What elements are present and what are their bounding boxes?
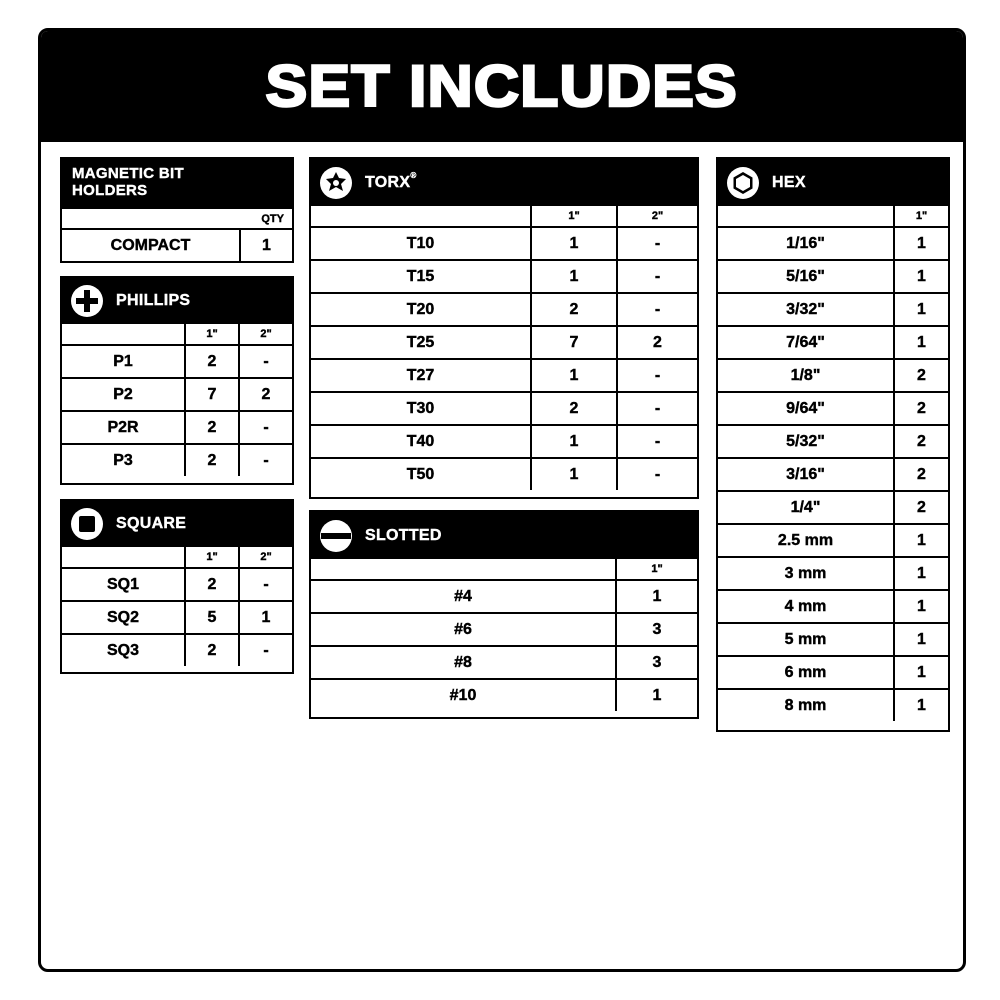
table-row [311,359,697,392]
table-cell-name: #8 [311,646,616,679]
table-row [311,679,697,711]
table-row [311,580,697,613]
hex-col-blank [718,206,894,227]
table-cell-name: 5/16" [718,260,894,293]
table-row [62,601,292,634]
table-cell-2in: - [239,411,292,444]
square-section-header [62,501,292,547]
table-row [718,623,948,656]
table-cell-1in: 1 [531,458,617,490]
table-cell-name: SQ1 [62,568,185,601]
slotted-col-1in: 1" [616,559,697,580]
magnetic-section-header [62,159,292,209]
table-row [718,359,948,392]
table-cell-1in: 3 [616,613,697,646]
hex-section-header [718,159,948,206]
table-cell-name: P3 [62,444,185,476]
torx-section-header [311,159,697,206]
table-cell-2in: 1 [239,601,292,634]
magnetic-col-blank [62,209,240,229]
page-title: SET INCLUDES [265,54,739,119]
table-cell-1in: 1 [531,359,617,392]
table-row [311,260,697,293]
torx-table [311,206,697,490]
table-cell-1in: 1 [616,679,697,711]
table-cell-1in: 2 [185,345,239,378]
magnetic-title-line2: HOLDERS [72,182,148,199]
table-cell-1in: 2 [185,444,239,476]
table-cell-1in: 3 [616,646,697,679]
table-cell-name: #6 [311,613,616,646]
square-drive-icon [70,507,104,541]
table-cell-2in: - [617,260,697,293]
table-cell-name: T27 [311,359,531,392]
table-cell-name: 3 mm [718,557,894,590]
table-row [718,491,948,524]
table-cell-name: 6 mm [718,656,894,689]
table-cell-1in: 1 [531,425,617,458]
table-cell-name: #4 [311,580,616,613]
table-cell-1in: 2 [185,634,239,666]
table-row [718,293,948,326]
table-cell-name: P2R [62,411,185,444]
table-cell-name: 1/8" [718,359,894,392]
title-banner [41,31,963,142]
table-cell-name: 2.5 mm [718,524,894,557]
table-cell-1in: 1 [894,656,948,689]
table-cell-2in: - [239,444,292,476]
table-cell-1in: 1 [894,689,948,721]
table-cell-name: T40 [311,425,531,458]
square-col-2in: 2" [239,547,292,568]
table-cell-name: 8 mm [718,689,894,721]
hex-table [718,206,948,721]
table-row [718,260,948,293]
magnetic-bit-holders-section [60,157,294,263]
magnetic-title-line1: MAGNETIC BIT [72,165,184,182]
table-cell-name: 5 mm [718,623,894,656]
torx-col-1in: 1" [531,206,617,227]
hex-section [716,157,950,732]
torx-icon [319,166,353,200]
table-row [62,568,292,601]
square-table [62,547,292,666]
table-cell-name: 1/16" [718,227,894,260]
slotted-title: SLOTTED [365,526,442,544]
table-row [718,656,948,689]
phillips-col-blank [62,324,185,345]
phillips-col-1in: 1" [185,324,239,345]
table-cell-name: T50 [311,458,531,490]
table-cell-2in: 2 [239,378,292,411]
slotted-section [309,510,699,719]
table-row [718,557,948,590]
table-cell-name: T30 [311,392,531,425]
table-cell-name: T20 [311,293,531,326]
table-cell-name: P1 [62,345,185,378]
phillips-section-header [62,278,292,324]
table-cell-name: 4 mm [718,590,894,623]
table-cell-name: 7/64" [718,326,894,359]
table-row [62,411,292,444]
table-cell-name: SQ3 [62,634,185,666]
table-row [311,613,697,646]
registered-mark: ® [410,170,417,180]
square-col-blank [62,547,185,568]
phillips-section [60,276,294,485]
table-row [718,458,948,491]
table-cell-2in: - [617,293,697,326]
table-cell-1in: 7 [185,378,239,411]
table-cell-1in: 1 [894,260,948,293]
slotted-icon [319,519,353,553]
table-row [718,425,948,458]
table-cell-1in: 2 [185,411,239,444]
table-cell-2in: - [239,345,292,378]
slotted-table [311,559,697,711]
table-row [311,392,697,425]
table-row [718,392,948,425]
table-cell-1in: 1 [616,580,697,613]
table-cell-name: T25 [311,326,531,359]
slotted-section-header [311,512,697,559]
table-cell-name: #10 [311,679,616,711]
table-cell-1in: 2 [531,392,617,425]
table-row [62,634,292,666]
table-cell-2in: - [617,392,697,425]
table-cell-1in: 2 [894,359,948,392]
table-cell-1in: 1 [894,227,948,260]
table-cell-2in: - [617,458,697,490]
torx-section [309,157,699,499]
table-row [311,293,697,326]
table-cell-name: 3/32" [718,293,894,326]
table-cell-2in: - [239,568,292,601]
table-cell-name: T10 [311,227,531,260]
magnetic-table [62,209,292,261]
table-cell-1in: 1 [531,260,617,293]
table-cell-1in: 2 [185,568,239,601]
hex-title: HEX [772,173,806,191]
table-cell-2in: - [617,227,697,260]
torx-title: TORX® [365,170,417,191]
table-cell-name: 5/32" [718,425,894,458]
table-row [718,524,948,557]
torx-col-2in: 2" [617,206,697,227]
table-cell-name: SQ2 [62,601,185,634]
table-cell-1in: 1 [894,557,948,590]
table-cell-1in: 1 [894,326,948,359]
table-cell-1in: 5 [185,601,239,634]
table-cell-1in: 2 [531,293,617,326]
torx-col-blank [311,206,531,227]
table-row [311,646,697,679]
phillips-table [62,324,292,476]
table-row [62,444,292,476]
table-cell-1in: 7 [531,326,617,359]
phillips-icon [70,284,104,318]
square-section [60,499,294,674]
square-title: SQUARE [116,515,187,532]
hex-icon [726,166,760,200]
table-cell-name: COMPACT [62,229,240,261]
table-cell-qty: 1 [240,229,292,261]
phillips-col-2in: 2" [239,324,292,345]
table-row [718,689,948,721]
table-cell-2in: - [617,425,697,458]
table-row [718,590,948,623]
table-cell-2in: - [239,634,292,666]
table-row [311,326,697,359]
table-row [62,345,292,378]
table-cell-1in: 1 [894,524,948,557]
table-cell-1in: 1 [894,293,948,326]
table-cell-name: 3/16" [718,458,894,491]
table-cell-1in: 2 [894,491,948,524]
table-cell-name: 9/64" [718,392,894,425]
hex-col-1in: 1" [894,206,948,227]
table-row [311,425,697,458]
slotted-col-blank [311,559,616,580]
table-cell-name: T15 [311,260,531,293]
table-cell-1in: 1 [894,623,948,656]
table-cell-1in: 2 [894,458,948,491]
magnetic-qty-header: QTY [240,209,292,229]
table-cell-1in: 2 [894,425,948,458]
table-row [311,227,697,260]
table-row [311,458,697,490]
square-col-1in: 1" [185,547,239,568]
table-cell-2in: 2 [617,326,697,359]
table-cell-name: 1/4" [718,491,894,524]
table-row [62,378,292,411]
phillips-title: PHILLIPS [116,292,191,309]
table-cell-1in: 1 [894,590,948,623]
table-cell-1in: 1 [531,227,617,260]
table-row [718,227,948,260]
table-row [718,326,948,359]
table-cell-name: P2 [62,378,185,411]
table-cell-1in: 2 [894,392,948,425]
set-includes-panel [38,28,966,972]
table-cell-2in: - [617,359,697,392]
